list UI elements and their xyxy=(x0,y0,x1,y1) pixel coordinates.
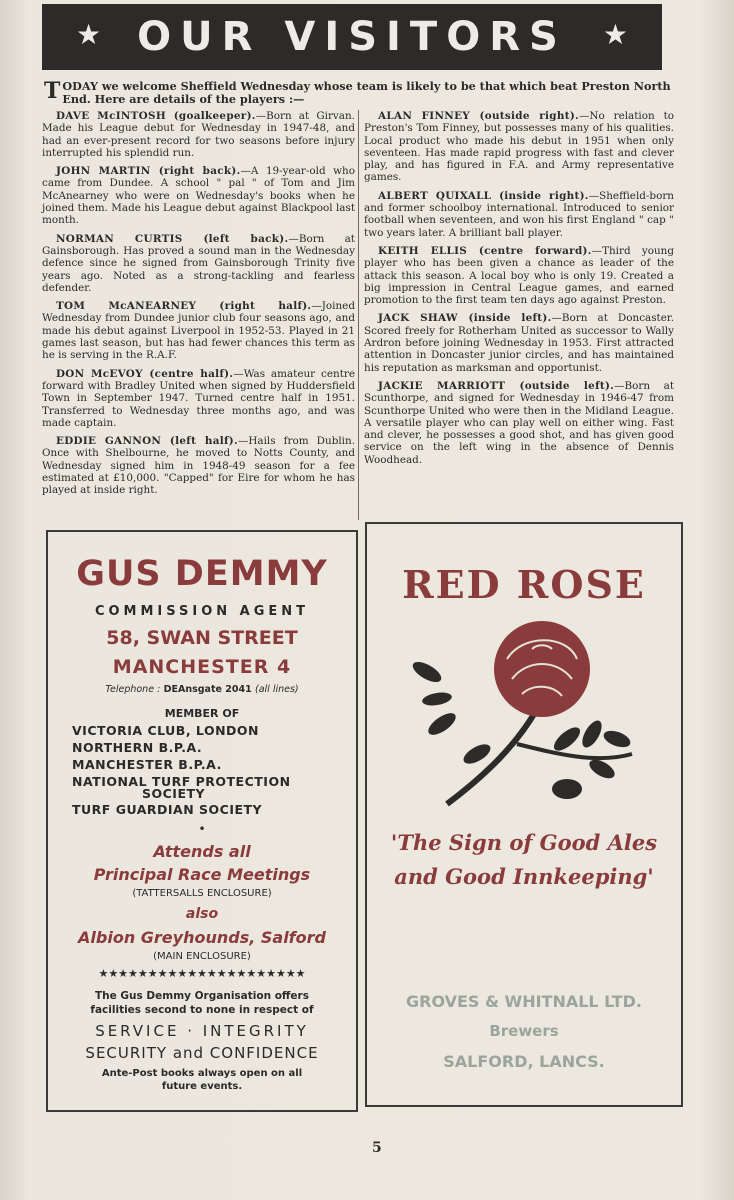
player-description: —Born at Girvan. Made his League debut for Wednesday in 1947-48, and had an ever-present record for two seasons before injury interrupted his splendid run. xyxy=(42,110,355,159)
player-name: ALAN FINNEY (outside right). xyxy=(378,110,579,122)
membership-item: NORTHERN B.P.A. xyxy=(72,740,203,755)
player-description: —Born at Scunthorpe, and signed for Wednesday in 1946-47 from Scunthorpe United who were then in the Midland League. A versatile player who can play well on either wing. Fast and clever, he possesses a good shot, and has given good service on the left wing in the absence of Dennis Woodhead. xyxy=(364,379,674,466)
player-description: —Born at Gainsborough. Has proved a sound man in the Wednesday defence since he signed from Gainsborough Trinity five years ago. Noted as a strong-tackling and fearless defender. xyxy=(42,232,355,294)
service-line: SERVICE · INTEGRITY xyxy=(95,1022,309,1040)
membership-item: NATIONAL TURF PROTECTION xyxy=(72,774,291,789)
address-line-2: MANCHESTER 4 xyxy=(112,656,292,678)
advert-subtitle: COMMISSION AGENT xyxy=(94,604,310,619)
players-column-right xyxy=(364,110,674,472)
advert-title: GUS DEMMY xyxy=(76,554,328,594)
bullet-dot: • xyxy=(198,822,206,836)
player-entry xyxy=(42,233,355,294)
star-row: ★★★★★★★★★★★★★★★★★★★★★ xyxy=(98,967,306,980)
player-name: ALBERT QUIXALL (inside right). xyxy=(378,189,589,202)
player-name: TOM McANEARNEY (right half). xyxy=(56,300,312,313)
address-line-1: 58, SWAN STREET xyxy=(106,627,298,649)
player-entry xyxy=(42,368,355,429)
attends-line: Attends all xyxy=(153,842,251,861)
player-entry xyxy=(364,190,674,239)
star-icon: ★ xyxy=(76,18,102,51)
brewer-town: SALFORD, LANCS. xyxy=(443,1052,605,1071)
gus-demmy-advert xyxy=(46,530,358,1112)
telephone-note: (all lines) xyxy=(255,684,299,695)
membership-item: VICTORIA CLUB, LONDON xyxy=(72,723,259,738)
player-name: DON McEVOY (centre half). xyxy=(56,367,234,380)
player-name: KEITH ELLIS (centre forward). xyxy=(378,244,592,257)
player-name: NORMAN CURTIS (left back). xyxy=(56,232,289,245)
membership-item: TURF GUARDIAN SOCIETY xyxy=(72,802,263,817)
player-entry xyxy=(42,435,355,496)
column-divider xyxy=(358,110,359,520)
ante-post-line-1: Ante-Post books always open on all xyxy=(101,1068,303,1079)
player-entry xyxy=(42,110,355,159)
albion-line: Albion Greyhounds, Salford xyxy=(78,928,326,947)
race-meetings-line: Principal Race Meetings xyxy=(93,865,311,884)
brewers-label: Brewers xyxy=(489,1022,559,1040)
player-description: —Sheffield-born and former schoolboy international. Introduced to senior football when seventeen, and won his first England " cap " two years later. A brilliant ball player. xyxy=(364,189,674,239)
star-icon: ★ xyxy=(602,18,628,51)
telephone-line xyxy=(48,684,356,695)
player-description: —Third young player who has been given a chance as leader of the attack this season. A local boy who is only 19. Created a big impression in Central League games, and earned promotion to the first team ten days ago against Preston. xyxy=(364,244,675,307)
player-description: —Joined Wednesday from Dundee junior club four seasons ago, and made his debut against Liverpool in 1952-53. Played in 21 games last season, but has had fewer chances this term as he is serving in the R.A.F. xyxy=(42,300,355,362)
intro-paragraph xyxy=(44,80,674,106)
player-name: JACK SHAW (inside left). xyxy=(378,312,552,325)
advert-title: RED ROSE xyxy=(402,562,646,607)
tattersalls-line: (TATTERSALLS ENCLOSURE) xyxy=(132,888,272,899)
player-entry xyxy=(364,380,674,466)
main-enclosure-line: (MAIN ENCLOSURE) xyxy=(153,951,251,962)
also-line: also xyxy=(185,906,219,922)
telephone-label: Telephone : xyxy=(105,684,161,695)
player-name: JACKIE MARRIOTT (outside left). xyxy=(378,379,615,392)
player-entry xyxy=(42,300,355,361)
telephone-number: DEAnsgate 2041 xyxy=(163,684,252,695)
slogan-line-2: and Good Innkeeping' xyxy=(394,864,654,889)
organisation-line-1: The Gus Demmy Organisation offers xyxy=(95,990,309,1002)
player-description: —Born at Doncaster. Scored freely for Rotherham United as successor to Wally Ardron before joining Wednesday in 1953. First attracted attention in Doncaster junior circles, and has maintained his reputation as marksman and opportunist. xyxy=(364,312,674,374)
intro-text: ODAY we welcome Sheffield Wednesday whose team is likely to be that which beat Preston North End. Here are details of the players :— xyxy=(62,79,671,106)
slogan-line-1: 'The Sign of Good Ales xyxy=(390,830,658,855)
drop-cap: T xyxy=(44,78,61,104)
player-entry xyxy=(364,245,674,306)
player-description: —Was amateur centre forward with Bradley United when signed by Huddersfield Town in September 1947. Turned centre half in 1951. Transferred to Wednesday three months ago, and was made captain. xyxy=(42,367,355,429)
banner-title: OUR VISITORS xyxy=(137,14,567,60)
organisation-line-2: facilities second to none in respect of xyxy=(90,1004,314,1016)
our-visitors-banner xyxy=(42,4,662,70)
player-description: —A 19-year-old who came from Dundee. A school " pal " of Tom and Jim McAnearney who were on Wednesday's books when he joined them. Made his League debut against Blackpool last month. xyxy=(42,165,355,227)
player-entry xyxy=(364,312,674,373)
players-column-left xyxy=(42,110,355,503)
membership-list xyxy=(72,722,291,818)
page-number: 5 xyxy=(372,1140,382,1156)
security-line: SECURITY and CONFIDENCE xyxy=(85,1044,319,1062)
player-entry xyxy=(364,110,674,184)
player-description: —Hails from Dublin. Once with Shelbourne, he moved to Notts County, and Wednesday signed him in 1948-49 season for a fee estimated at £10,000. "Capped" for Eire for whom he has played at inside right. xyxy=(42,435,355,497)
membership-item-continued: SOCIETY xyxy=(142,786,206,801)
player-description: —No relation to Preston's Tom Finney, but possesses many of his qualities. Local product who made his debut in 1951 when only seventeen. Has made rapid progress with fast and clever play, and has figured in F.A. and Army representative games. xyxy=(364,110,674,184)
player-entry xyxy=(42,165,355,226)
player-name: DAVE McINTOSH (goalkeeper). xyxy=(56,110,256,122)
rose-icon xyxy=(407,614,647,814)
member-of-heading: MEMBER OF xyxy=(164,707,240,720)
brewer-company: GROVES & WHITNALL LTD. xyxy=(405,992,642,1011)
red-rose-advert xyxy=(365,522,683,1107)
membership-item: MANCHESTER B.P.A. xyxy=(72,757,222,772)
player-name: EDDIE GANNON (left half). xyxy=(56,435,238,448)
ante-post-line-2: future events. xyxy=(161,1081,243,1092)
player-name: JOHN MARTIN (right back). xyxy=(56,165,241,178)
